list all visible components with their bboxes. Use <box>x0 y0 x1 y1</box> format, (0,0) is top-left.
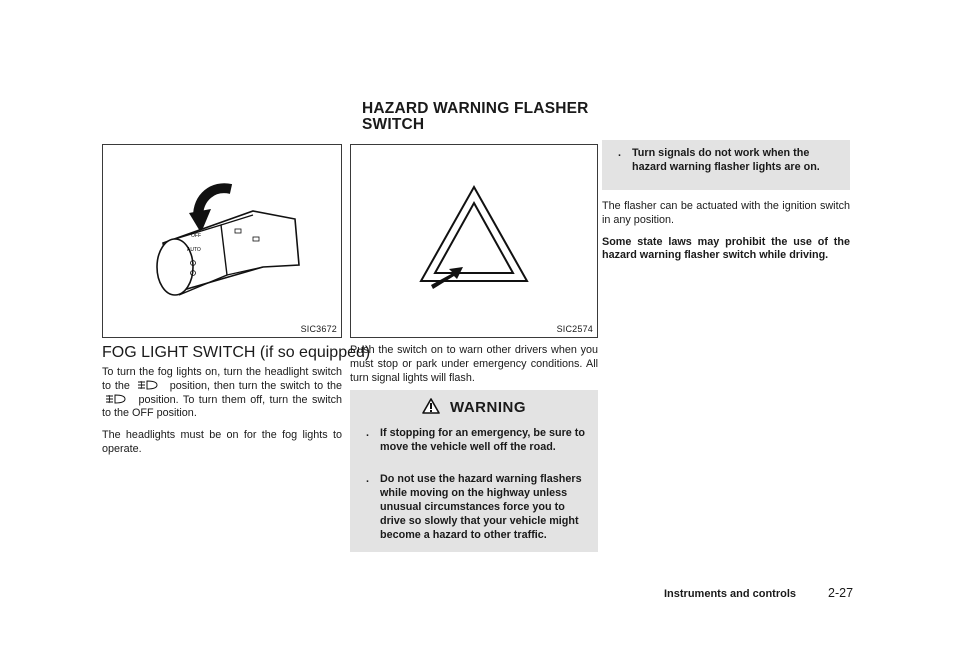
fog-light-heading: FOG LIGHT SWITCH (if so equipped) <box>102 344 371 361</box>
bullet-mark: . <box>618 147 621 159</box>
hazard-triangle-illustration <box>351 145 597 315</box>
hazard-intro: Push the switch on to warn other drivers when you must stop or park under emergency conditions. All turn signal lights will flash. <box>350 344 598 384</box>
front-fog-light-icon <box>136 380 164 390</box>
bullet-mark: . <box>366 427 369 439</box>
figure-hazard-switch <box>350 144 598 338</box>
warning-title <box>350 398 598 416</box>
footer-section-name: Instruments and controls <box>664 588 797 600</box>
fog-paragraph-2: The headlights must be on for the fog lights to operate. <box>102 429 342 455</box>
switch-label-off: OFF <box>191 233 201 239</box>
fog-light-body <box>102 366 342 465</box>
warning-box <box>350 390 598 552</box>
figure-headlight-switch <box>102 144 342 338</box>
warning-icon <box>422 398 440 414</box>
fog-light-icon <box>104 394 132 404</box>
section-heading-line2: SWITCH <box>362 116 425 133</box>
warning-label: WARNING <box>450 399 526 416</box>
warning-bullet: . Do not use the hazard warning flashers while moving on the highway unless unusual circumstances force you to drive so slowly that your vehicle might become a hazard to other traffic. <box>366 473 582 541</box>
page-number: 2-27 <box>828 586 854 600</box>
note-box <box>602 140 850 190</box>
note-bullet: . Turn signals do not work when the hazard warning flasher lights are on. <box>618 147 820 173</box>
section-heading <box>362 101 602 133</box>
hazard-right-body <box>602 200 850 271</box>
state-laws-paragraph: Some state laws may prohibit the use of the hazard warning flasher switch while driving. <box>602 235 850 262</box>
ignition-paragraph: The flasher can be actuated with the ignition switch in any position. <box>602 200 850 226</box>
headlight-switch-illustration <box>103 145 341 315</box>
section-heading-line1: HAZARD WARNING FLASHER <box>362 100 589 117</box>
bullet-mark: . <box>366 473 369 485</box>
warning-bullet: . If stopping for an emergency, be sure to move the vehicle well off the road. <box>366 427 585 453</box>
fog-paragraph-1: To turn the fog lights on, turn the headlight switch to the position, then turn the switch to the position. To turn them off, turn the switch to the OFF position. <box>102 366 343 420</box>
figure-caption: SIC2574 <box>556 324 593 334</box>
figure-caption: SIC3672 <box>300 324 337 334</box>
switch-label-auto: AUTO <box>187 247 201 253</box>
